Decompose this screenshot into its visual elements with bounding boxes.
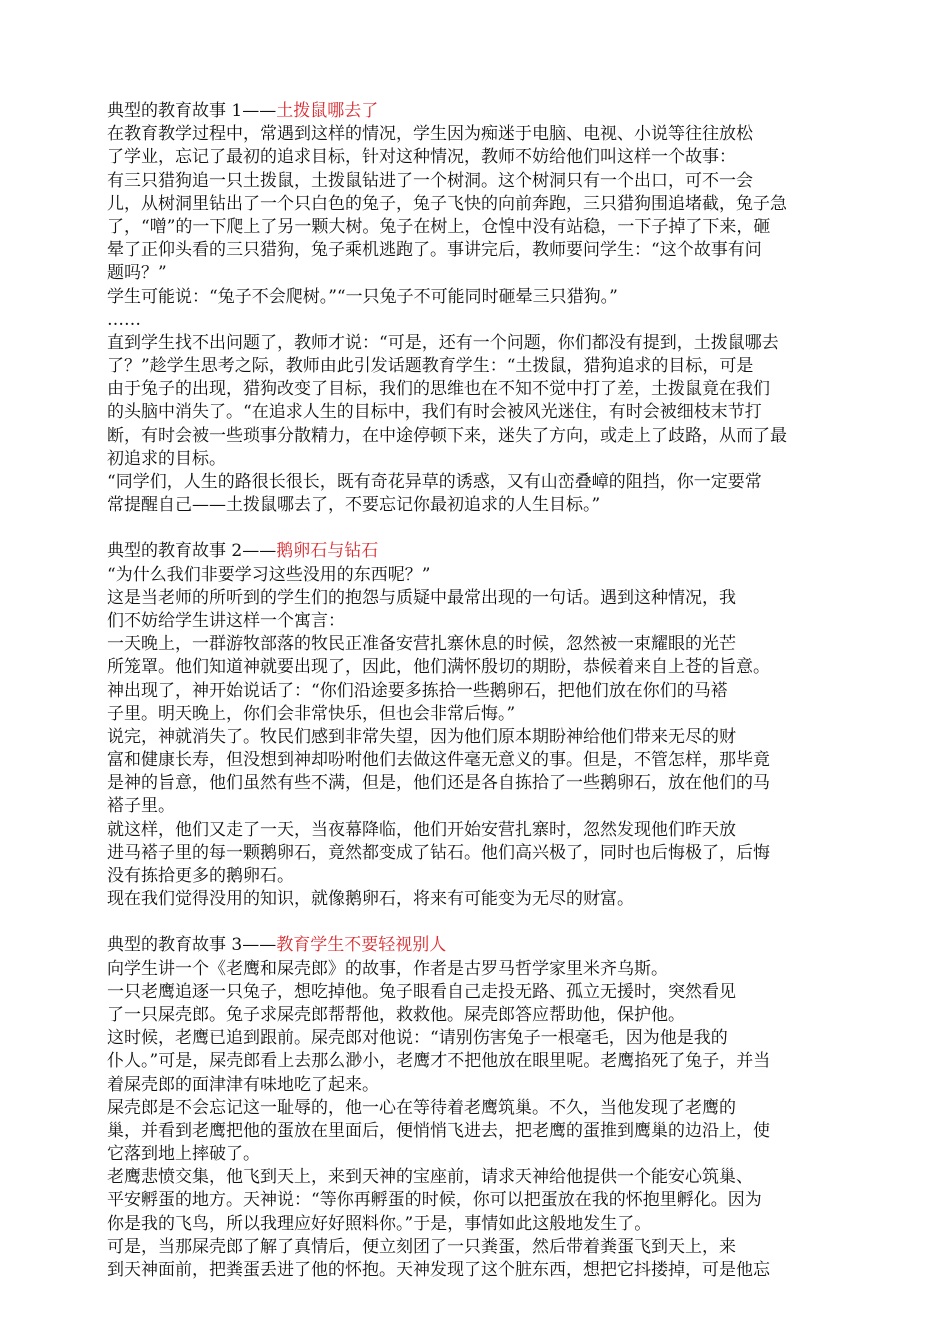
text-line: 了？”趁学生思考之际，教师由此引发话题教育学生：“土拨鼠，猎狗追求的目标，可是 bbox=[107, 356, 754, 377]
text-line: 一天晚上，一群游牧部落的牧民正准备安营扎寨休息的时候，忽然被一束耀眼的光芒 bbox=[107, 634, 736, 655]
text-line: 题吗？” bbox=[107, 263, 167, 284]
text-line: 学生可能说：“兔子不会爬树。”“一只兔子不可能同时砸晕三只猎狗。” bbox=[107, 286, 618, 307]
story-title-3 bbox=[107, 934, 849, 957]
text-line: 初追求的目标。 bbox=[107, 448, 226, 469]
text-line: 着屎壳郎的面津津有味地吃了起来。 bbox=[107, 1074, 379, 1095]
text-line: 直到学生找不出问题了，教师才说：“可是，还有一个问题，你们都没有提到，土拨鼠哪去 bbox=[107, 332, 779, 353]
title-prefix: 典型的教育故事 2—— bbox=[107, 541, 277, 562]
text-line: 们不妨给学生讲这样一个寓言： bbox=[107, 610, 345, 631]
text-line: 了，“噌”的一下爬上了另一颗大树。兔子在树上，仓惶中没有站稳，一下子掉了下来，砸 bbox=[107, 216, 771, 237]
text-line: 你是我的飞鸟，所以我理应好好照料你。”于是，事情如此这般地发生了。 bbox=[107, 1213, 652, 1234]
text-line: 子里。明天晚上，你们会非常快乐，但也会非常后悔。” bbox=[107, 703, 516, 724]
story-title-1 bbox=[107, 100, 849, 123]
title-accent: 鹅卵石与钻石 bbox=[276, 541, 379, 562]
text-line: 就这样，他们又走了一天，当夜幕降临，他们开始安营扎寨时，忽然发现他们昨天放 bbox=[107, 819, 736, 840]
story-paragraphs bbox=[107, 958, 849, 1283]
title-accent: 土拨鼠哪去了 bbox=[276, 101, 379, 121]
title-accent: 教育学生不要轻视别人 bbox=[276, 935, 447, 956]
text-line: …… bbox=[107, 309, 141, 330]
text-line: 一只老鹰追逐一只兔子，想吃掉他。兔子眼看自己走投无路、孤立无援时，突然看见 bbox=[107, 981, 736, 1002]
title-prefix: 典型的教育故事 3—— bbox=[107, 935, 277, 956]
text-line: 神出现了，神开始说话了：“你们沿途要多拣拾一些鹅卵石，把他们放在你们的马褡 bbox=[107, 680, 728, 701]
text-line: 的头脑中消失了。“在追求人生的目标中，我们有时会被风光迷住，有时会被细枝末节打 bbox=[107, 402, 762, 423]
text-line: “同学们，人生的路很长很长，既有奇花异草的诱惑，又有山峦叠嶂的阻挡，你一定要常 bbox=[107, 472, 762, 492]
text-line: 所笼罩。他们知道神就要出现了，因此，他们满怀殷切的期盼，恭候着来自上苍的旨意。 bbox=[107, 657, 770, 678]
text-line: 它落到地上摔破了。 bbox=[107, 1144, 260, 1165]
text-line: 现在我们觉得没用的知识，就像鹅卵石，将来有可能变为无尽的财富。 bbox=[107, 889, 634, 910]
text-line: 仆人。”可是，屎壳郎看上去那么渺小，老鹰才不把他放在眼里呢。老鹰掐死了兔子，并当 bbox=[107, 1051, 771, 1072]
text-line: 没有拣拾更多的鹅卵石。 bbox=[107, 866, 294, 886]
text-line: 富和健康长寿，但没想到神却吩咐他们去做这件毫无意义的事。但是，不管怎样，那毕竟 bbox=[107, 750, 770, 771]
text-line: 巢，并看到老鹰把他的蛋放在里面后，便悄悄飞进去，把老鹰的蛋推到鹰巢的边沿上，使 bbox=[107, 1120, 770, 1141]
text-line: 平安孵蛋的地方。天神说：“等你再孵蛋的时候，你可以把蛋放在我的怀抱里孵化。因为 bbox=[107, 1190, 762, 1211]
text-line: 说完，神就消失了。牧民们感到非常失望，因为他们原本期盼神给他们带来无尽的财 bbox=[107, 726, 736, 747]
text-line: 了一只屎壳郎。兔子求屎壳郎帮帮他，救救他。屎壳郎答应帮助他，保护他。 bbox=[107, 1004, 685, 1025]
text-line: “为什么我们非要学习这些没用的东西呢？” bbox=[107, 564, 431, 585]
title-prefix: 典型的教育故事 1—— bbox=[107, 101, 277, 121]
story-paragraphs bbox=[107, 564, 849, 912]
text-line: 屎壳郎是不会忘记这一耻辱的，他一心在等待着老鹰筑巢。不久，当他发现了老鹰的 bbox=[107, 1097, 736, 1118]
document-body bbox=[107, 100, 849, 1282]
text-line: 老鹰悲愤交集，他飞到天上，来到天神的宝座前，请求天神给他提供一个能安心筑巢、 bbox=[107, 1167, 753, 1188]
text-line: 是神的旨意，他们虽然有些不满，但是，他们还是各自拣拾了一些鹅卵石，放在他们的马 bbox=[107, 773, 770, 794]
text-line: 到天神面前，把粪蛋丢进了他的怀抱。天神发现了这个脏东西，想把它抖搂掉，可是他忘 bbox=[107, 1260, 770, 1280]
section-spacer bbox=[107, 517, 849, 540]
text-line: 这时候，老鹰已追到跟前。屎壳郎对他说：“请别伤害兔子一根毫毛，因为他是我的 bbox=[107, 1028, 728, 1049]
text-line: 晕了正仰头看的三只猎狗，兔子乘机逃跑了。事讲完后，教师要问学生：“这个故事有问 bbox=[107, 240, 762, 261]
story-section-3 bbox=[107, 934, 849, 1282]
text-line: 进马褡子里的每一颗鹅卵石，竟然都变成了钻石。他们高兴极了，同时也后悔极了，后悔 bbox=[107, 842, 770, 863]
text-line: 了学业，忘记了最初的追求目标，针对这种情况，教师不妨给他们叫这样一个故事： bbox=[107, 147, 736, 168]
text-line: 这是当老师的所听到的学生们的抱怨与质疑中最常出现的一句话。遇到这种情况，我 bbox=[107, 587, 736, 608]
text-line: 可是，当那屎壳郎了解了真情后，便立刻团了一只粪蛋，然后带着粪蛋飞到天上，来 bbox=[107, 1236, 736, 1257]
story-section-2 bbox=[107, 540, 849, 911]
text-line: 由于兔子的出现，猎狗改变了目标，我们的思维也在不知不觉中打了差，土拨鼠竟在我们 bbox=[107, 379, 770, 400]
section-spacer bbox=[107, 911, 849, 934]
story-title-2 bbox=[107, 540, 849, 563]
text-line: 有三只猎狗追一只土拨鼠，土拨鼠钻进了一个树洞。这个树洞只有一个出口，可不一会 bbox=[107, 170, 753, 191]
text-line: 断，有时会被一些琐事分散精力，在中途停顿下来，迷失了方向，或走上了歧路，从而了最 bbox=[107, 425, 787, 446]
text-line: 向学生讲一个《老鹰和屎壳郎》的故事，作者是古罗马哲学家里米齐乌斯。 bbox=[107, 958, 668, 979]
story-paragraphs bbox=[107, 123, 849, 517]
text-line: 儿，从树洞里钻出了一个只白色的兔子，兔子飞快的向前奔跑，三只猎狗围追堵截，兔子急 bbox=[107, 193, 787, 214]
story-section-1 bbox=[107, 100, 849, 517]
text-line: 常提醒自己——土拨鼠哪去了，不要忘记你最初追求的人生目标。” bbox=[107, 495, 601, 516]
text-line: 在教育教学过程中，常遇到这样的情况，学生因为痴迷于电脑、电视、小说等往往放松 bbox=[107, 124, 753, 145]
text-line: 褡子里。 bbox=[107, 796, 175, 817]
